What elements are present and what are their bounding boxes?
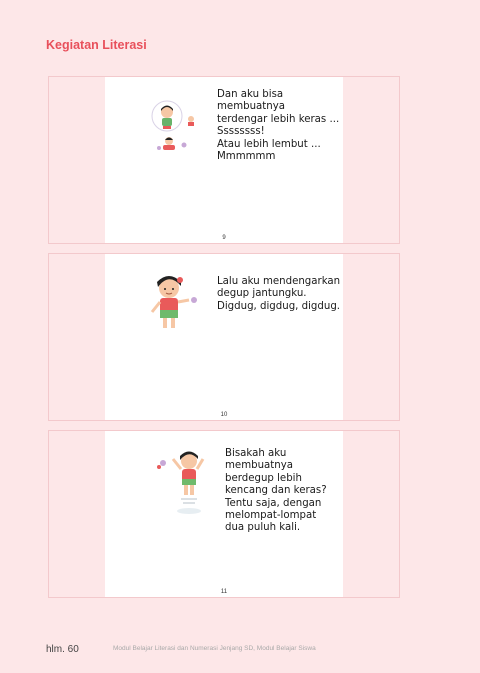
- story-panel-3: [48, 430, 400, 598]
- girl-listening-heartbeat-illustration: [147, 270, 205, 334]
- story-text: Bisakah aku membuatnya berdegup lebih kencang dan keras? Tentu saja, dengan melompat-lompat dua puluh kali.: [225, 448, 327, 534]
- girl-in-bubble-illustration: [151, 99, 201, 159]
- story-panel-1: [48, 76, 400, 244]
- story-text: Dan aku bisa membuatnya terdengar lebih keras ... Ssssssss! Atau lebih lembut ... Mmmmmm: [217, 89, 340, 163]
- section-title: Kegiatan Literasi: [46, 38, 147, 52]
- page-number: 11: [220, 589, 228, 595]
- girl-jumping-illustration: [151, 447, 213, 517]
- story-panel-2: [48, 253, 400, 421]
- footer-page-number: hlm. 60: [46, 644, 79, 655]
- page-number: 9: [222, 235, 226, 241]
- footer-book-title: Modul Belajar Literasi dan Numerasi Jenjang SD, Modul Belajar Siswa: [113, 645, 316, 652]
- story-page: [105, 77, 343, 243]
- story-text: Lalu aku mendengarkan degup jantungku. Digdug, digdug, digdug.: [217, 276, 341, 312]
- story-page: [105, 431, 343, 597]
- story-page: [105, 254, 343, 420]
- page-number: 10: [220, 412, 228, 418]
